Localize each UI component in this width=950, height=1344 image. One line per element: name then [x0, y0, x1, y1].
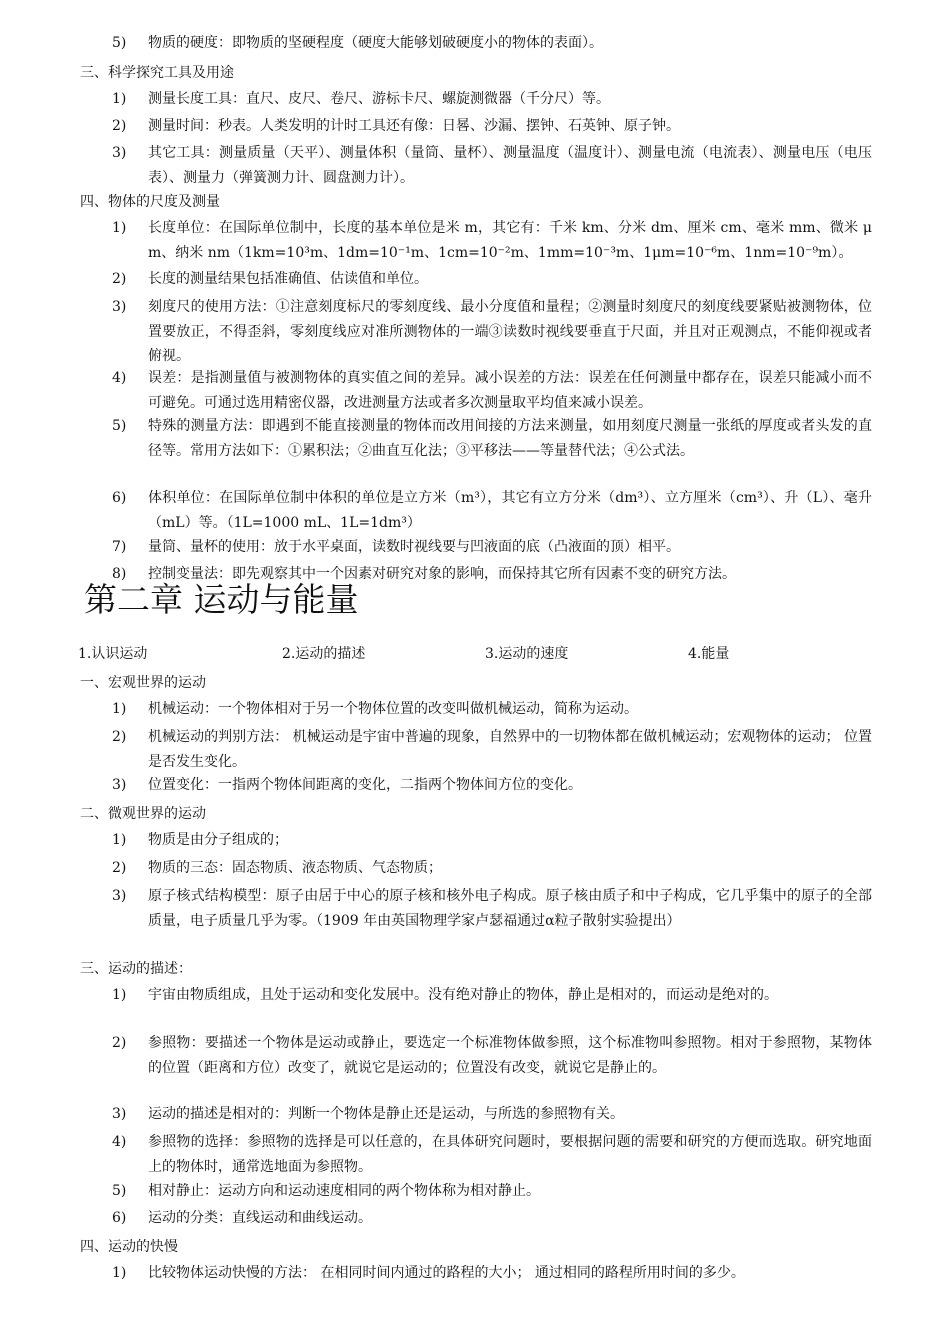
list-item	[112, 114, 872, 139]
list-item	[112, 486, 872, 535]
item-number: 1)	[112, 987, 127, 1003]
item-text: 机械运动：一个物体相对于另一个物体位置的改变叫做机械运动，简称为运动。	[148, 701, 638, 717]
item-text: 原子核式结构模型：原子由居于中心的原子核和核外电子构成。原子核由质子和中子构成，它几乎集中的原子的全部质量，电子质量几乎为零。（1909 年由英国物理学家卢瑟福通过α粒子散射实验提出）	[148, 888, 872, 929]
item-text: 参照物：要描述一个物体是运动或静止，要选定一个标准物体做参照，这个标准物叫参照物。相对于参照物，某物体的位置（距离和方位）改变了，就说它是运动的；位置没有改变，就说它是静止的。	[148, 1035, 872, 1076]
item-number: 1)	[112, 220, 127, 236]
list-item	[112, 1031, 872, 1080]
item-number: 6)	[112, 1210, 127, 1226]
list-item	[112, 87, 872, 112]
item-number: 2)	[112, 118, 127, 134]
item-text: 体积单位：在国际单位制中体积的单位是立方米（m³），其它有立方分米（dm³）、立方厘米（cm³）、升（L）、毫升（mL）等。（1L=1000 mL、1L=1dm³）	[148, 490, 872, 531]
list-item	[112, 31, 872, 56]
item-text: 测量时间：秒表。人类发明的计时工具还有像：日晷、沙漏、摆钟、石英钟、原子钟。	[148, 118, 680, 134]
list-item	[112, 884, 872, 933]
chapter-title: 第二章 运动与能量	[84, 580, 359, 619]
item-number: 2)	[112, 271, 127, 287]
list-item	[112, 1179, 872, 1204]
item-number: 3)	[112, 145, 127, 161]
item-text: 宇宙由物质组成，且处于运动和变化发展中。没有绝对静止的物体，静止是相对的，而运动是绝对的。	[148, 987, 778, 1003]
list-item	[112, 1102, 872, 1127]
item-text: 参照物的选择：参照物的选择是可以任意的，在具体研究问题时，要根据问题的需要和研究的方便而选取。研究地面上的物体时，通常选地面为参照物。	[148, 1134, 872, 1175]
item-number: 2)	[112, 729, 127, 745]
toc-entry: 1.认识运动	[78, 646, 148, 662]
list-item	[112, 141, 872, 190]
toc-entry: 4.能量	[688, 646, 730, 662]
list-item	[112, 414, 872, 463]
item-text: 机械运动的判别方法： 机械运动是宇宙中普遍的现象，自然界中的一切物体都在做机械运动；宏观物体的运动； 位置是否发生变化。	[148, 729, 872, 770]
list-item	[112, 856, 872, 881]
item-text: 物质的硬度：即物质的坚硬程度（硬度大能够划破硬度小的物体的表面）。	[148, 35, 603, 51]
list-item	[112, 983, 872, 1008]
item-text: 特殊的测量方法：即遇到不能直接测量的物体而改用间接的方法来测量，如用刻度尺测量一张纸的厚度或者头发的直径等。常用方法如下：①累积法；②曲直互化法；③平移法——等量替代法；④公式法。	[148, 418, 872, 459]
item-number: 3)	[112, 299, 127, 315]
item-number: 1)	[112, 1265, 127, 1281]
item-number: 4)	[112, 1134, 127, 1150]
list-item	[112, 535, 872, 560]
item-number: 1)	[112, 91, 127, 107]
list-item	[112, 1206, 872, 1231]
item-number: 5)	[112, 418, 127, 434]
section-heading-macro-motion: 一、宏观世界的运动	[80, 675, 206, 691]
list-item	[112, 773, 872, 798]
item-number: 8)	[112, 566, 127, 582]
item-text: 控制变量法：即先观察其中一个因素对研究对象的影响，而保持其它所有因素不变的研究方法。	[148, 566, 736, 582]
item-text: 比较物体运动快慢的方法： 在相同时间内通过的路程的大小； 通过相同的路程所用时间的多少。	[148, 1265, 745, 1281]
item-text: 误差：是指测量值与被测物体的真实值之间的差异。减小误差的方法：误差在任何测量中都存在，误差只能减小而不可避免。可通过选用精密仪器，改进测量方法或者多次测量取平均值来减小误差。	[148, 370, 872, 411]
list-item	[112, 366, 872, 415]
item-text: 位置变化：一指两个物体间距离的变化，二指两个物体间方位的变化。	[148, 777, 582, 793]
item-number: 2)	[112, 860, 127, 876]
section-heading-motion-description: 三、运动的描述：	[80, 961, 192, 977]
item-text: 运动的分类：直线运动和曲线运动。	[148, 1210, 372, 1226]
section-heading-micro-motion: 二、微观世界的运动	[80, 806, 206, 822]
toc-entry: 2.运动的描述	[282, 646, 366, 662]
item-text: 长度单位：在国际单位制中，长度的基本单位是米 m，其它有：千米 km、分米 dm、厘米 cm、毫米 mm、微米 μm、纳米 nm（1km=10³m、1dm=10⁻¹m、1cm=10⁻²m、1mm=10⁻³m、1μm=10⁻⁶m、1nm=10⁻⁹m）。	[148, 220, 872, 261]
item-number: 4)	[112, 370, 127, 386]
list-item	[112, 725, 872, 774]
item-text: 刻度尺的使用方法：①注意刻度标尺的零刻度线、最小分度值和量程；②测量时刻度尺的刻度线要紧贴被测物体，位置要放正，不得歪斜，零刻度线应对准所测物体的一端③读数时视线要垂直于尺面，并且对正观测点，不能仰视或者俯视。	[148, 299, 872, 364]
item-number: 6)	[112, 490, 127, 506]
list-item	[112, 295, 872, 369]
item-number: 1)	[112, 701, 127, 717]
list-item	[112, 828, 872, 853]
section-heading-tools: 三、科学探究工具及用途	[80, 65, 234, 81]
item-number: 3)	[112, 777, 127, 793]
item-number: 3)	[112, 888, 127, 904]
toc-entry: 3.运动的速度	[485, 646, 569, 662]
section-heading-measure: 四、物体的尺度及测量	[80, 194, 220, 210]
item-text: 物质是由分子组成的；	[148, 832, 288, 848]
item-text: 物质的三态：固态物质、液态物质、气态物质；	[148, 860, 442, 876]
list-item	[112, 1261, 872, 1286]
item-text: 测量长度工具：直尺、皮尺、卷尺、游标卡尺、螺旋测微器（千分尺）等。	[148, 91, 610, 107]
item-number: 7)	[112, 539, 127, 555]
list-item	[112, 1130, 872, 1179]
item-text: 长度的测量结果包括准确值、估读值和单位。	[148, 271, 428, 287]
item-number: 5)	[112, 35, 127, 51]
list-item	[112, 216, 872, 265]
item-text: 相对静止：运动方向和运动速度相同的两个物体称为相对静止。	[148, 1183, 540, 1199]
item-number: 3)	[112, 1106, 127, 1122]
item-number: 5)	[112, 1183, 127, 1199]
item-text: 其它工具：测量质量（天平）、测量体积（量筒、量杯）、测量温度（温度计）、测量电流（电流表）、测量电压（电压表）、测量力（弹簧测力计、圆盘测力计）。	[148, 145, 872, 186]
item-number: 1)	[112, 832, 127, 848]
item-text: 运动的描述是相对的：判断一个物体是静止还是运动，与所选的参照物有关。	[148, 1106, 624, 1122]
item-number: 2)	[112, 1035, 127, 1051]
item-text: 量筒、量杯的使用：放于水平桌面，读数时视线要与凹液面的底（凸液面的顶）相平。	[148, 539, 680, 555]
list-item	[112, 267, 872, 292]
list-item	[112, 697, 872, 722]
section-heading-motion-speed: 四、运动的快慢	[80, 1239, 178, 1255]
